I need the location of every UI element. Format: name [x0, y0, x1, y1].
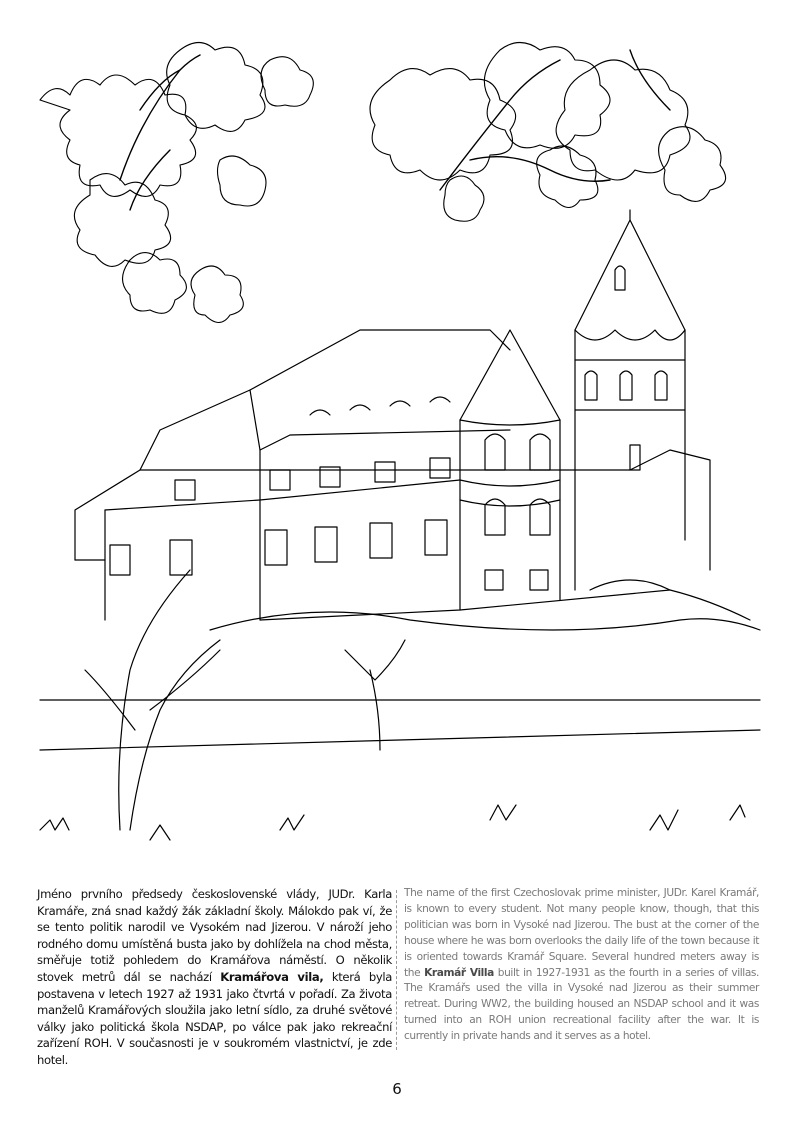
page-number: 6 [392, 1080, 402, 1098]
czech-text-part2: která byla postavena v letech 1927 až 1931 jako čtvrtá v pořadí. Za života manželů Kramářových sloužila jako letní sídlo, za druhé světové války jako politická škola NSDAP, po válce pak jako rekreační zařízení ROH. V současnosti je v soukromém vlastnictví, je zde hotel. [37, 969, 392, 1067]
english-paragraph [404, 886, 759, 1045]
villa-line-drawing [30, 30, 770, 850]
english-villa-name: Kramář Villa [424, 966, 494, 979]
czech-villa-name: Kramářova vila, [220, 969, 324, 984]
english-text-part2: built in 1927-1931 as the fourth in a series of villas. The Kramářs used the villa in Vysoké nad Jizerou as their summer retreat. During WW2, the building housed an NSDAP school and it was turned into an ROH union recreational facility after the war. It is currently in private hands and it serves as a hotel. [404, 966, 760, 1043]
czech-text-part1: Jméno prvního předsedy československé vlády, JUDr. Karla Kramáře, zná snad každý žák základní školy. Málokdo pak ví, že se tento politik narodil ve Vysokém nad Jizerou. V nároží jeho rodného domu umístěná busta jako by dohlížela na chod města, směřuje totiž pohledem do Kramářova náměstí. O několik stovek metrů dál se nachází [37, 887, 392, 984]
tree-branches [120, 50, 670, 210]
column-divider [396, 890, 397, 1050]
foreground [40, 570, 760, 840]
english-text-part1: The name of the first Czechoslovak prime minister, JUDr. Karel Kramář, is known to every student. Not many people know, though, that this politician was born in Vysoké nad Jizerou. The bust at the corner of the house where he was born overlooks the daily life of the town because it is oriented towards Kramář Square. Several hundred meters away is the [404, 887, 759, 979]
czech-paragraph [37, 886, 392, 1069]
villa-building [75, 210, 710, 620]
